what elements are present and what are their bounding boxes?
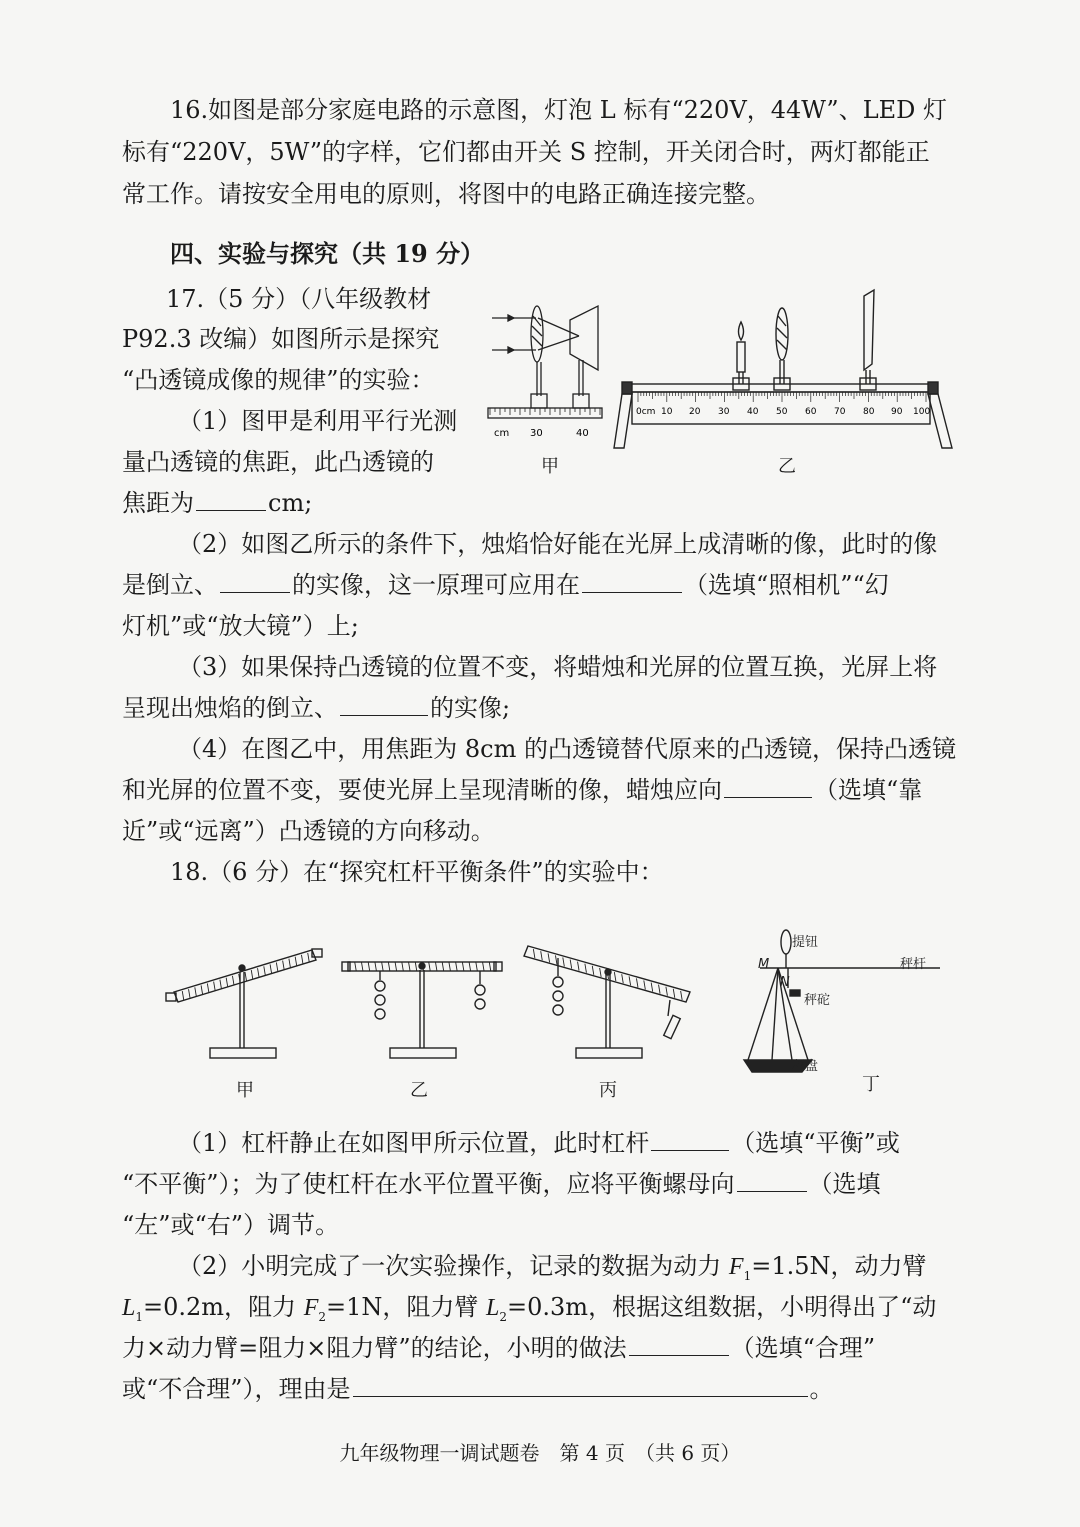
bench-tick: 10 bbox=[661, 407, 673, 417]
tick-mark bbox=[195, 987, 197, 996]
tick-mark bbox=[388, 962, 390, 971]
answer-blank-nut-direction[interactable] bbox=[737, 1169, 807, 1192]
ruler-tick-40: 40 bbox=[576, 428, 589, 439]
convex-lens-yi bbox=[776, 308, 788, 360]
q18-p2-text-e: =0.3m，根据这组数据，小明得出了“动 bbox=[507, 1293, 937, 1321]
steelyard-ding bbox=[744, 930, 940, 1072]
symbol-l1: L bbox=[122, 1295, 136, 1321]
tick-mark bbox=[476, 962, 478, 971]
bench-leg-left bbox=[614, 394, 632, 448]
tick-mark bbox=[541, 951, 543, 960]
tick-mark bbox=[207, 983, 209, 992]
tick-mark bbox=[232, 976, 234, 985]
steelyard-handle bbox=[781, 930, 791, 954]
q18-p1-text-c: “不平衡”）；为了使杠杆在水平位置平衡，应将平衡螺母向 bbox=[122, 1170, 735, 1198]
bench-tick: 90 bbox=[891, 407, 903, 417]
tick-mark bbox=[570, 960, 572, 969]
q17-p1-line1: （1）图甲是利用平行光测 bbox=[178, 407, 458, 435]
q18-p2-line2 bbox=[122, 1291, 936, 1333]
bench-tick: 80 bbox=[863, 407, 875, 417]
tick-mark bbox=[301, 955, 303, 964]
tick-mark bbox=[651, 983, 653, 992]
tick-mark bbox=[308, 953, 310, 962]
tick-mark bbox=[429, 962, 431, 971]
q18-p2-text-i: 。 bbox=[809, 1375, 834, 1403]
bench-tick: 100 bbox=[913, 407, 931, 417]
q16-line1: 16.如图是部分家庭电路的示意图，灯泡 L 标有“220V，44W”、LED 灯 bbox=[170, 96, 948, 124]
q17-p4-text-a: 和光屏的位置不变，要使光屏上呈现清晰的像，蜡烛应向 bbox=[122, 776, 722, 804]
label-gan: 秤杆 bbox=[900, 957, 927, 972]
q17-p4-line1: （4）在图乙中，用焦距为 8cm 的凸透镜替代原来的凸透镜，保持凸透镜 bbox=[178, 735, 956, 763]
q18-p2-text-a: （2）小明完成了一次实验操作，记录的数据为动力 bbox=[178, 1252, 722, 1280]
q18-p1-text-d: （选填 bbox=[808, 1170, 881, 1198]
tick-mark bbox=[548, 953, 550, 962]
q16-line2: 标有“220V，5W”的字样，它们都由开关 S 控制，开关闭合时，两灯都能正 bbox=[122, 138, 930, 166]
label-pan: 秤盘 bbox=[792, 1059, 819, 1074]
q18-p2-text-g: （选填“合理” bbox=[730, 1334, 876, 1362]
q17-p3-line2 bbox=[122, 692, 510, 724]
q17-line2: P92.3 改编）如图所示是探究 bbox=[122, 325, 440, 353]
q18-p1-text-a: （1）杠杆静止在如图甲所示位置，此时杠杆 bbox=[178, 1129, 650, 1157]
tick-mark bbox=[585, 964, 587, 973]
symbol-f1-sub: 1 bbox=[743, 1268, 752, 1283]
bench-tick: 30 bbox=[718, 407, 730, 417]
spring-balance bbox=[664, 1015, 681, 1038]
q18-p1-text-b: （选填“平衡”或 bbox=[731, 1129, 900, 1157]
tick-mark bbox=[355, 962, 357, 971]
tick-mark bbox=[600, 968, 602, 977]
tick-mark bbox=[435, 962, 437, 971]
tick-mark bbox=[449, 962, 451, 971]
bench-tick: 50 bbox=[776, 407, 788, 417]
tick-mark bbox=[276, 962, 278, 971]
tick-mark bbox=[622, 974, 624, 983]
convex-lens bbox=[531, 306, 543, 362]
tick-mark bbox=[264, 966, 266, 975]
q18-p2-text-c: =0.2m，阻力 bbox=[143, 1293, 297, 1321]
tick-mark bbox=[644, 980, 646, 989]
label-m: M bbox=[758, 957, 770, 972]
q17-p2-line2 bbox=[122, 569, 889, 601]
q18-p2-text-d: =1N，阻力臂 bbox=[326, 1293, 479, 1321]
bench-tick: 70 bbox=[834, 407, 846, 417]
symbol-l2-sub: 2 bbox=[499, 1309, 508, 1324]
q17-p4-line3: 近”或“远离”）凸透镜的方向移动。 bbox=[122, 817, 495, 845]
lens-holder bbox=[531, 394, 547, 408]
answer-blank-swapped-image[interactable] bbox=[340, 693, 428, 716]
tick-mark bbox=[666, 987, 668, 996]
screen-holder bbox=[573, 394, 589, 408]
answer-blank-reason[interactable] bbox=[353, 1374, 808, 1397]
tick-mark bbox=[361, 962, 363, 971]
q18-p1-line2 bbox=[122, 1168, 881, 1200]
light-screen-yi bbox=[864, 290, 874, 370]
section4-title: 四、实验与探究（共 19 分） bbox=[170, 239, 485, 268]
lever-caption-yi: 乙 bbox=[410, 1080, 428, 1101]
tick-mark bbox=[283, 961, 285, 970]
q18-p2-text-h: 或“不合理”），理由是 bbox=[122, 1375, 351, 1403]
q18-p2-line4 bbox=[122, 1373, 834, 1405]
q17-p4-text-b: （选填“靠 bbox=[814, 776, 923, 804]
tick-mark bbox=[636, 978, 638, 987]
tick-mark bbox=[533, 949, 535, 958]
q17-p1-line3 bbox=[122, 487, 312, 519]
bench-tick: 20 bbox=[689, 407, 701, 417]
q17-p2-line3: 灯机”或“放大镜”）上; bbox=[122, 612, 359, 640]
lever-bing bbox=[524, 946, 690, 1058]
answer-blank-application[interactable] bbox=[582, 570, 682, 593]
label-tuo: 秤砣 bbox=[804, 993, 831, 1008]
tick-mark bbox=[368, 962, 370, 971]
tick-mark bbox=[563, 957, 565, 966]
tick-mark bbox=[578, 962, 580, 971]
page-footer: 九年级物理一调试题卷 第 4 页 （共 6 页） bbox=[339, 1441, 741, 1465]
bench-leg-right bbox=[928, 394, 952, 448]
q18-p2-line3 bbox=[122, 1332, 875, 1364]
q17-p3-line1: （3）如果保持凸透镜的位置不变，将蜡烛和光屏的位置互换，光屏上将 bbox=[178, 653, 938, 681]
answer-blank-reasonable[interactable] bbox=[629, 1333, 729, 1356]
figure-caption-yi: 乙 bbox=[778, 456, 796, 477]
tick-mark bbox=[258, 968, 260, 977]
tick-mark bbox=[489, 962, 491, 971]
tick-mark bbox=[415, 962, 417, 971]
q18-p2-text-b: =1.5N，动力臂 bbox=[751, 1252, 927, 1280]
tick-mark bbox=[629, 976, 631, 985]
lever-caption-ding: 丁 bbox=[862, 1074, 880, 1095]
tick-mark bbox=[214, 982, 216, 991]
symbol-f2: F bbox=[303, 1295, 319, 1321]
q17-p3-text-b: 的实像; bbox=[430, 694, 511, 722]
label-tiniu: 提钮 bbox=[792, 935, 819, 950]
figure-jia-lens-focal bbox=[486, 296, 606, 466]
candle-flame bbox=[739, 322, 744, 340]
tick-mark bbox=[375, 962, 377, 971]
tick-mark bbox=[614, 972, 616, 981]
q18-p2-line1 bbox=[178, 1250, 927, 1292]
answer-blank-lever-state[interactable] bbox=[651, 1128, 729, 1151]
q17-p2-text-b: 的实像，这一原理可应用在 bbox=[292, 571, 580, 599]
tick-mark bbox=[681, 991, 683, 1000]
q17-p2-text-c: （选填“照相机”“幻 bbox=[684, 571, 889, 599]
tick-mark bbox=[270, 964, 272, 973]
lever-caption-bing: 丙 bbox=[599, 1080, 617, 1101]
q17-line1: 17.（5 分）（八年级教材 bbox=[166, 285, 432, 313]
tick-mark bbox=[226, 978, 228, 987]
tick-mark bbox=[182, 991, 184, 1000]
tick-mark bbox=[295, 957, 297, 966]
symbol-f1: F bbox=[728, 1254, 744, 1280]
answer-blank-candle-direction[interactable] bbox=[724, 775, 812, 798]
q16-line3: 常工作。请按安全用电的原则，将图中的电路正确连接完整。 bbox=[122, 180, 770, 208]
tick-mark bbox=[442, 962, 444, 971]
bench-rail bbox=[628, 384, 934, 392]
symbol-f2-sub: 2 bbox=[318, 1309, 326, 1324]
figure-yi-optical-bench bbox=[610, 284, 955, 454]
tick-mark bbox=[245, 972, 247, 981]
lever-yi bbox=[342, 962, 502, 1058]
q18-p1-line1 bbox=[178, 1127, 900, 1159]
tick-mark bbox=[659, 985, 661, 994]
tick-mark bbox=[483, 962, 485, 971]
answer-blank-image-size[interactable] bbox=[220, 570, 290, 593]
q17-p2-text-a: 是倒立、 bbox=[122, 571, 218, 599]
lever-jia bbox=[166, 949, 322, 1058]
tick-mark bbox=[673, 989, 675, 998]
q17-p1-text-a: 焦距为 bbox=[122, 489, 194, 517]
q17-p4-line2 bbox=[122, 774, 922, 806]
tick-mark bbox=[395, 962, 397, 971]
q17-p2-line1: （2）如图乙所示的条件下，烛焰恰好能在光屏上成清晰的像，此时的像 bbox=[178, 530, 938, 558]
ruler-tick-30: 30 bbox=[530, 428, 543, 439]
tick-mark bbox=[469, 962, 471, 971]
ruler-unit-jia: cm bbox=[494, 428, 510, 439]
ray-arrow bbox=[508, 315, 514, 321]
bench-unit: 0cm bbox=[636, 407, 656, 417]
bench-tick: 40 bbox=[747, 407, 759, 417]
symbol-l1-sub: 1 bbox=[135, 1309, 143, 1324]
tick-mark bbox=[409, 962, 411, 971]
tick-mark bbox=[189, 989, 191, 998]
figure-lever-set bbox=[160, 920, 950, 1100]
q17-p3-text-a: 呈现出烛焰的倒立、 bbox=[122, 694, 338, 722]
tick-mark bbox=[456, 962, 458, 971]
tick-mark bbox=[201, 985, 203, 994]
label-n: N bbox=[780, 975, 790, 990]
tick-mark bbox=[402, 962, 404, 971]
answer-blank-focal-length[interactable] bbox=[196, 488, 266, 511]
tick-mark bbox=[462, 962, 464, 971]
tick-mark bbox=[382, 962, 384, 971]
q18-p2-text-f: 力×动力臂=阻力×阻力臂”的结论，小明的做法 bbox=[122, 1334, 627, 1362]
q18-p1-line3: “左”或“右”）调节。 bbox=[122, 1211, 340, 1239]
q17-line3: “凸透镜成像的规律”的实验： bbox=[122, 366, 435, 394]
tick-mark bbox=[289, 959, 291, 968]
figure-caption-jia: 甲 bbox=[541, 456, 559, 477]
q17-p1-text-b: cm; bbox=[268, 489, 313, 517]
lever-caption-jia: 甲 bbox=[236, 1080, 254, 1101]
bench-tick: 60 bbox=[805, 407, 817, 417]
tick-mark bbox=[592, 966, 594, 975]
q17-p1-line2: 量凸透镜的焦距，此凸透镜的 bbox=[122, 448, 434, 476]
q18-title: 18.（6 分）在“探究杠杆平衡条件”的实验中： bbox=[170, 858, 664, 886]
candle bbox=[737, 342, 745, 372]
tick-mark bbox=[555, 955, 557, 964]
tick-mark bbox=[251, 970, 253, 979]
symbol-l2: L bbox=[486, 1295, 500, 1321]
steelyard-weight bbox=[790, 990, 800, 996]
tick-mark bbox=[220, 980, 222, 989]
ray-arrow bbox=[508, 347, 514, 353]
